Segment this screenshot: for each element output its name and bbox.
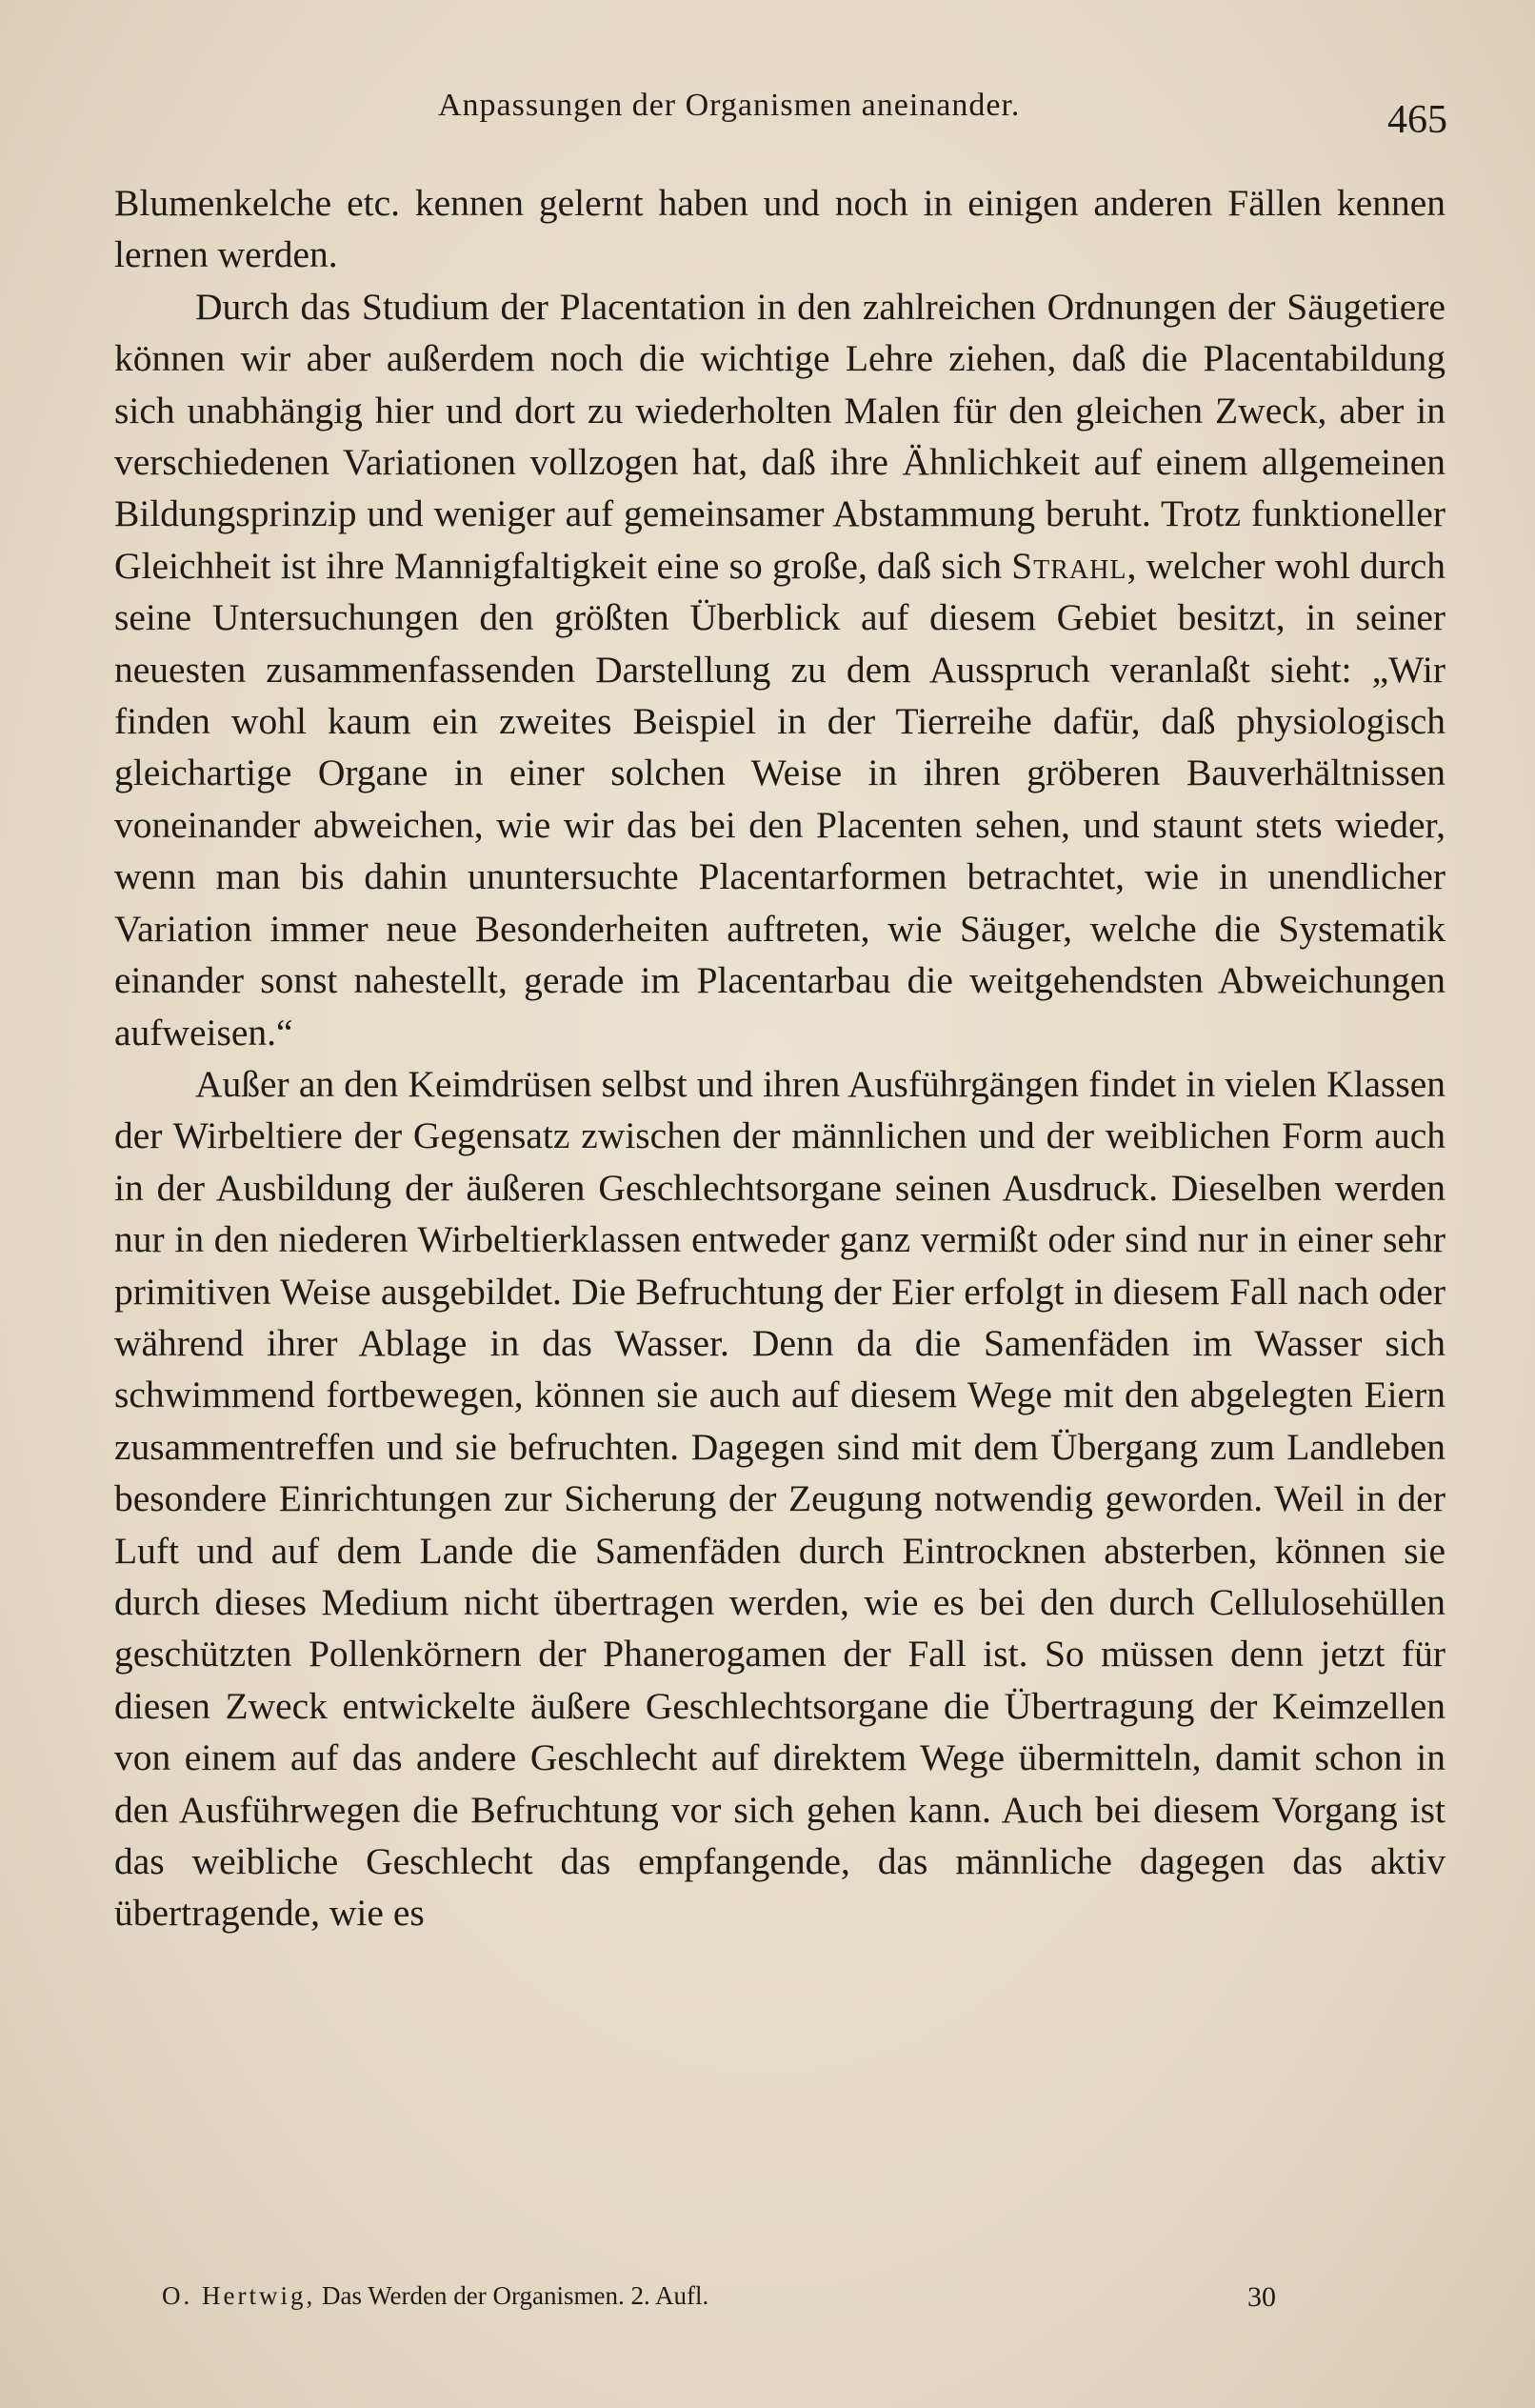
author-name-strahl: Strahl [1011,544,1127,587]
footer-book-title: Das Werden der Organismen. 2. Aufl. [321,2281,709,2310]
paragraph-3: Außer an den Keimdrüsen selbst und ihren Ausführgängen findet in vielen Klassen der Wirbeltiere der Gegensatz zwischen der männlichen und der weiblichen Form auch in der Ausbildung der äußeren Geschlechtsorgane seinen Ausdruck. Dieselben werden nur in den niederen Wirbeltierklassen entweder ganz vermißt oder sind nur in einer sehr primitiven Weise ausgebildet. Die Befruchtung der Eier erfolgt in diesem Fall nach oder während ihrer Ablage in das Wasser. Denn da die Samenfäden im Wasser sich schwimmend fortbewegen, können sie auch auf diesem Wege mit den abgelegten Eiern zusammentreffen und sie befruchten. Dagegen sind mit dem Übergang zum Landleben besondere Einrichtungen zur Sicherung der Zeugung notwendig geworden. Weil in der Luft und auf dem Lande die Samenfäden durch Eintrocknen absterben, können sie durch dieses Medium nicht übertragen werden, wie es bei den durch Cellulosehüllen geschützten Pollenkörnern der Phanerogamen der Fall ist. So müssen denn jetzt für diesen Zweck entwickelte äußere Geschlechtsorgane die Übertragung der Keimzellen von einem auf das andere Geschlecht auf direktem Wege übermitteln, damit schon in den Ausführwegen die Befruchtung vor sich gehen kann. Auch bei diesem Vorgang ist das weibliche Geschlecht das empfangende, das männliche dagegen das aktiv übertragende, wie es [114,1062,1445,1935]
paragraph-1: Blumenkelche etc. kennen gelernt haben und noch in einigen anderen Fällen kennen lernen werden. [114,182,1445,276]
footer-author: O. Hertwig, [162,2281,316,2310]
running-title: Anpassungen der Organismen aneinander. [438,88,1021,123]
paragraph-2 [114,281,1445,1058]
body-text [114,177,1445,1939]
page-footer [162,2281,1276,2329]
page-number: 465 [1387,98,1447,142]
paragraph-2-part-2: , welcher wohl durch seine Untersuchungen den größten Überblick auf diesem Gebiet besitzt, in seiner neuesten zusammenfassenden Darstellung zu dem Ausspruch veranlaßt sieht: „Wir finden wohl kaum ein zweites Beispiel in der Tierreihe dafür, daß physiologisch gleichartige Organe in einer solchen Weise in ihren gröberen Bauverhältnissen voneinander abweichen, wie wir das bei den Placenten sehen, und staunt stets wieder, wenn man bis dahin ununtersuchte Placentarformen betrachtet, wie in unendlicher Variation immer neue Besonderheiten auftreten, wie Säuger, welche die Systematik einander sonst nahestellt, gerade im Placentarbau die weitgehendsten Abweichungen aufweisen.“ [114,544,1445,1054]
paragraph-2-part-1: Durch das Studium der Placentation in den zahlreichen Ordnungen der Säugetiere können wir aber außerdem noch die wichtige Lehre ziehen, daß die Placentabildung sich unabhängig hier und dort zu wiederholten Malen für den gleichen Zweck, aber in verschiedenen Variationen vollzogen hat, daß ihre Ähnlichkeit auf einem allgemeinen Bildungsprinzip und weniger auf gemeinsamer Abstammung beruht. Trotz funktioneller Gleichheit ist ihre Mannigfaltigkeit eine so große, daß sich [114,285,1445,587]
signature-mark: 30 [1247,2281,1276,2313]
page-header [114,88,1447,164]
